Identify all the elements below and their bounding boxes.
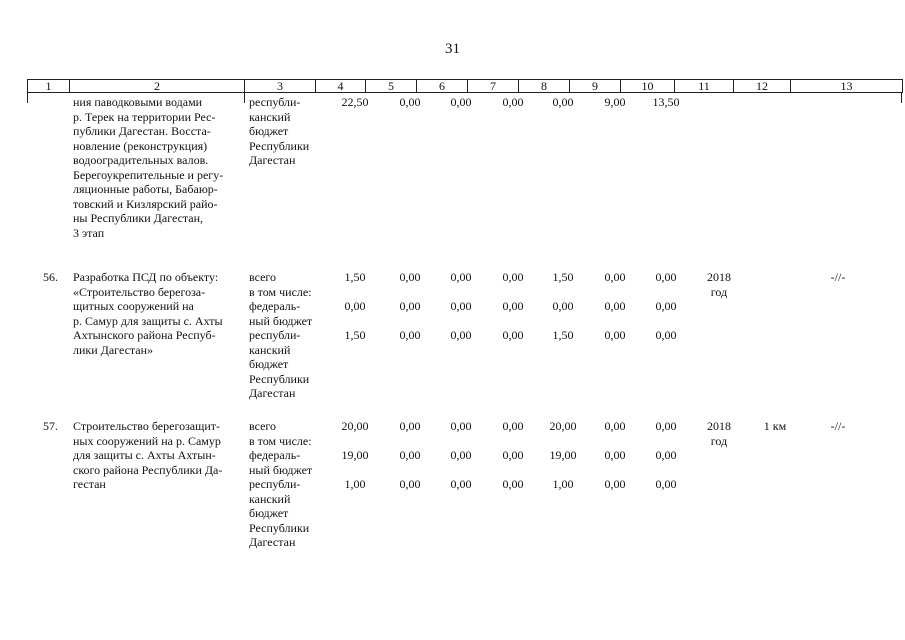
column-header: 4: [316, 80, 366, 93]
value-cell: 0,00: [655, 419, 677, 433]
column-header: 9: [570, 80, 621, 93]
continued-row-funding-source: республи- канский бюджет Республики Дагестан: [249, 95, 310, 167]
value-cell: 0,00: [502, 270, 524, 284]
value-cell: 0,00: [604, 448, 626, 462]
row-year: 2018 год: [707, 419, 731, 448]
column-header: 2: [70, 80, 245, 93]
value-cell: 0,00: [450, 270, 472, 284]
column-rule: [244, 93, 245, 103]
value-cell: 0,00: [502, 419, 524, 433]
continued-row-description: ния паводковыми водами р. Терек на территории Рес- публики Дагестан. Восста- новление (реконструкция) водооградительных валов. Берегоукрепительные и регу- ляционные работы, Бабаюр- товский и Кизлярский райо- ны Республики Дагестан, 3 этап: [73, 95, 224, 240]
value-cell: 0,00: [604, 270, 626, 284]
column-header: 6: [417, 80, 468, 93]
column-header: 3: [245, 80, 316, 93]
value-cell: 0,00: [604, 299, 626, 313]
value-cell: 0,00: [450, 477, 472, 491]
value-cell: 20,00: [549, 419, 577, 433]
value-cell: 0,00: [399, 419, 421, 433]
row-description: Разработка ПСД по объекту: «Строительство берегоза- щитных сооружений на р. Самур для защиты с. Ахты Ахтынского района Респуб- лики Дагестан»: [73, 270, 223, 357]
value-cell: 0,00: [450, 419, 472, 433]
row-description: Строительство берегозащит- ных сооружений на р. Самур для защиты с. Ахты Ахтын- ского района Республики Да- гестан: [73, 419, 223, 491]
column-header: 8: [519, 80, 570, 93]
value-cell: 0,00: [552, 299, 574, 313]
row-capacity: 1 км: [763, 419, 787, 433]
value-cell: 0,00: [655, 299, 677, 313]
value-cell: 0,00: [344, 299, 366, 313]
value-cell: 0,00: [399, 328, 421, 342]
value-cell: 0,00: [502, 95, 524, 109]
value-cell: 0,00: [399, 448, 421, 462]
value-cell: 0,00: [655, 448, 677, 462]
value-cell: 0,00: [502, 477, 524, 491]
value-cell: 0,00: [399, 95, 421, 109]
column-header: 12: [734, 80, 791, 93]
value-cell: 0,00: [450, 448, 472, 462]
value-cell: 9,00: [604, 95, 626, 109]
value-cell: 0,00: [655, 328, 677, 342]
value-cell: 19,00: [549, 448, 577, 462]
column-header: 10: [621, 80, 675, 93]
value-cell: 0,00: [604, 419, 626, 433]
column-rule: [27, 93, 28, 103]
column-rule: [901, 93, 902, 103]
value-cell: 1,50: [552, 270, 574, 284]
column-header: 11: [675, 80, 734, 93]
value-cell: 0,00: [655, 270, 677, 284]
value-cell: 0,00: [502, 448, 524, 462]
value-cell: 1,00: [344, 477, 366, 491]
column-header: 7: [468, 80, 519, 93]
value-cell: 0,00: [399, 270, 421, 284]
value-cell: 0,00: [552, 95, 574, 109]
value-cell: 0,00: [399, 477, 421, 491]
value-cell: 0,00: [502, 328, 524, 342]
row-year: 2018 год: [707, 270, 731, 299]
value-cell: 0,00: [450, 299, 472, 313]
row-funding-source: всего в том числе: федераль- ный бюджет республи- канский бюджет Республики Дагестан: [249, 419, 313, 549]
value-cell: 0,00: [399, 299, 421, 313]
value-cell: 0,00: [604, 477, 626, 491]
column-header: 5: [366, 80, 417, 93]
row-number: 57.: [43, 419, 58, 433]
value-cell: 1,50: [344, 270, 366, 284]
value-cell: 0,00: [450, 328, 472, 342]
value-cell: 0,00: [604, 328, 626, 342]
value-cell: 0,00: [655, 477, 677, 491]
row-funding-source: всего в том числе: федераль- ный бюджет республи- канский бюджет Республики Дагестан: [249, 270, 313, 400]
page-number: 31: [445, 41, 460, 57]
column-header-row: [27, 79, 903, 93]
value-cell: 20,00: [341, 419, 369, 433]
value-cell: 1,00: [552, 477, 574, 491]
column-header: 1: [28, 80, 70, 93]
value-cell: 1,50: [344, 328, 366, 342]
row-number: 56.: [43, 270, 58, 284]
row-col13: -//-: [830, 419, 846, 433]
value-cell: 22,50: [341, 95, 369, 109]
value-cell: 0,00: [450, 95, 472, 109]
value-cell: 1,50: [552, 328, 574, 342]
row-col13: -//-: [830, 270, 846, 284]
value-cell: 0,00: [502, 299, 524, 313]
column-header: 13: [791, 80, 903, 93]
value-cell: 19,00: [341, 448, 369, 462]
value-cell: 13,50: [652, 95, 680, 109]
